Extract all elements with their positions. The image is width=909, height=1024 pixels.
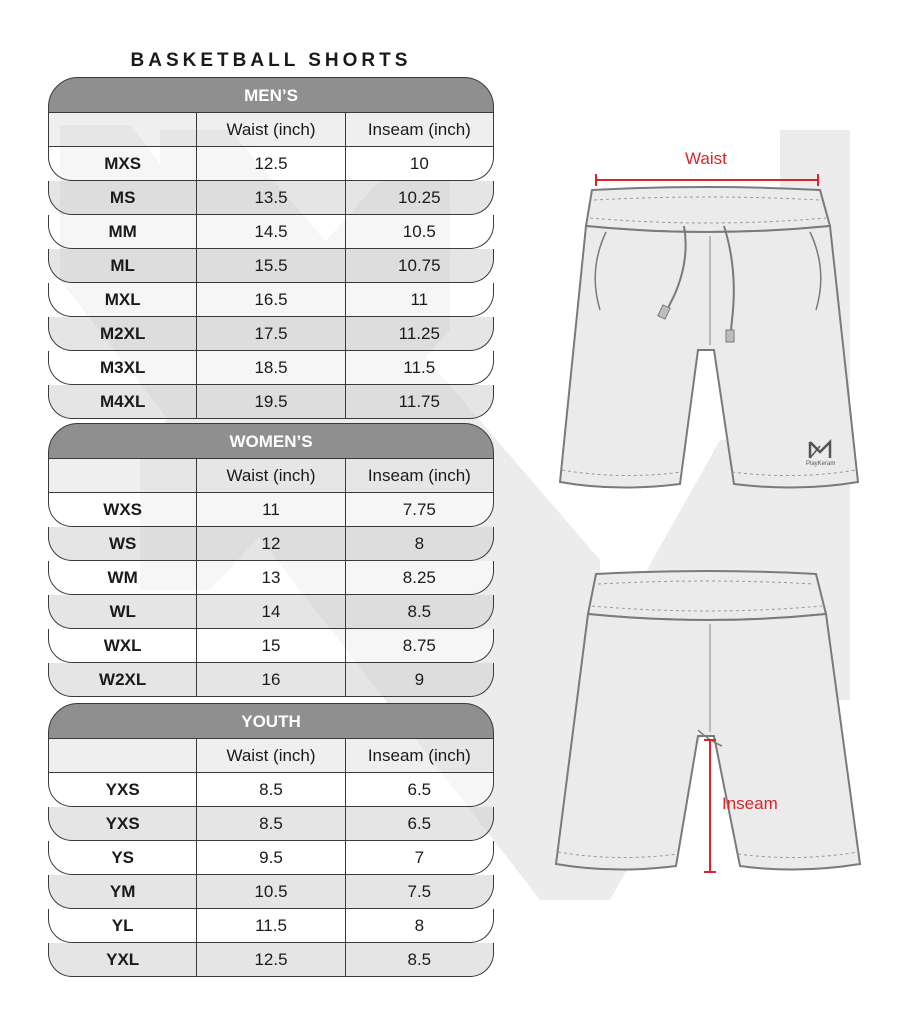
- inseam-cell: 10.25: [345, 181, 493, 214]
- inseam-cell: 8.5: [345, 943, 493, 976]
- inseam-column-header: Inseam (inch): [345, 113, 493, 146]
- inseam-cell: 11.5: [345, 351, 493, 384]
- shorts-front-illustration: [548, 140, 878, 510]
- size-cell: MM: [108, 221, 137, 241]
- youth-table-header: YOUTH: [48, 703, 494, 739]
- inseam-measure-line: [704, 740, 716, 872]
- inseam-cell: 8: [345, 909, 493, 942]
- inseam-cell: 8: [345, 527, 493, 560]
- waist-cell: 12.5: [196, 943, 344, 976]
- size-cell: YM: [109, 881, 136, 901]
- table-row: [48, 841, 494, 875]
- mens-table-header: MEN’S: [48, 77, 494, 113]
- table-row: [48, 527, 494, 561]
- womens-table-header: WOMEN’S: [48, 423, 494, 459]
- waist-cell: 18.5: [196, 351, 344, 384]
- size-cell: YXS: [105, 779, 140, 799]
- size-cell: YXS: [105, 813, 140, 833]
- size-cell: WXL: [103, 635, 142, 655]
- table-row: [48, 943, 494, 977]
- waist-measure-line: [596, 174, 818, 186]
- inseam-cell: 8.25: [345, 561, 493, 594]
- waist-column-header: Waist (inch): [196, 739, 344, 772]
- inseam-cell: 11: [345, 283, 493, 316]
- inseam-cell: 11.25: [345, 317, 493, 350]
- table-row: [48, 807, 494, 841]
- table-row: [48, 385, 494, 419]
- table-row: [48, 147, 494, 181]
- table-row: [48, 249, 494, 283]
- size-cell: M4XL: [99, 391, 146, 411]
- size-cell: ML: [110, 255, 135, 275]
- inseam-column-header: Inseam (inch): [345, 459, 493, 492]
- waist-cell: 14: [196, 595, 344, 628]
- table-row: [48, 909, 494, 943]
- table-row: [48, 181, 494, 215]
- inseam-column-header: Inseam (inch): [345, 739, 493, 772]
- shorts-back-illustration: [548, 568, 878, 938]
- size-cell: WXS: [103, 499, 143, 519]
- size-cell: WL: [109, 601, 136, 621]
- inseam-cell: 7: [345, 841, 493, 874]
- waist-cell: 19.5: [196, 385, 344, 418]
- inseam-measure-label: Inseam: [722, 794, 778, 813]
- size-column-header: [49, 113, 196, 146]
- inseam-cell: 6.5: [345, 773, 493, 806]
- size-cell: MS: [109, 187, 136, 207]
- size-cell: M2XL: [99, 323, 146, 343]
- size-cell: MXS: [104, 153, 142, 173]
- waist-cell: 15: [196, 629, 344, 662]
- table-row: [48, 317, 494, 351]
- inseam-cell: 6.5: [345, 807, 493, 840]
- womens-size-table: [48, 423, 494, 697]
- waist-cell: 8.5: [196, 807, 344, 840]
- waist-column-header: Waist (inch): [196, 459, 344, 492]
- table-row: [48, 351, 494, 385]
- table-row: [48, 595, 494, 629]
- youth-size-table: [48, 703, 494, 977]
- size-cell: MXL: [104, 289, 141, 309]
- inseam-cell: 7.75: [345, 493, 493, 526]
- inseam-cell: 9: [345, 663, 493, 696]
- table-row: [48, 875, 494, 909]
- table-row: [48, 663, 494, 697]
- brand-logo-text: PlayKeram: [806, 461, 836, 467]
- size-column-header: [49, 739, 196, 772]
- table-row: [48, 629, 494, 663]
- size-cell: WM: [107, 567, 138, 587]
- size-cell: W2XL: [99, 669, 147, 689]
- size-column-header: [49, 459, 196, 492]
- mens-size-table: [48, 77, 494, 419]
- waist-cell: 17.5: [196, 317, 344, 350]
- waist-cell: 12: [196, 527, 344, 560]
- size-cell: WS: [108, 533, 137, 553]
- inseam-cell: 11.75: [345, 385, 493, 418]
- waist-cell: 10.5: [196, 875, 344, 908]
- table-row: [48, 773, 494, 807]
- size-cell: YL: [111, 915, 134, 935]
- womens-column-headers: [48, 459, 494, 493]
- table-row: [48, 561, 494, 595]
- inseam-cell: 7.5: [345, 875, 493, 908]
- size-cell: YS: [111, 847, 134, 867]
- size-cell: YXL: [106, 949, 140, 969]
- waist-cell: 11.5: [196, 909, 344, 942]
- table-row: [48, 283, 494, 317]
- inseam-cell: 10: [345, 147, 493, 180]
- waist-cell: 13: [196, 561, 344, 594]
- waist-column-header: Waist (inch): [196, 113, 344, 146]
- page-title: BASKETBALL SHORTS: [130, 50, 412, 71]
- waist-cell: 8.5: [196, 773, 344, 806]
- waist-cell: 12.5: [196, 147, 344, 180]
- size-cell: M3XL: [99, 357, 146, 377]
- waist-cell: 14.5: [196, 215, 344, 248]
- inseam-cell: 10.75: [345, 249, 493, 282]
- youth-column-headers: [48, 739, 494, 773]
- waist-cell: 9.5: [196, 841, 344, 874]
- waist-cell: 16.5: [196, 283, 344, 316]
- table-row: [48, 215, 494, 249]
- waist-cell: 13.5: [196, 181, 344, 214]
- inseam-cell: 10.5: [345, 215, 493, 248]
- inseam-cell: 8.75: [345, 629, 493, 662]
- table-row: [48, 493, 494, 527]
- waist-cell: 15.5: [196, 249, 344, 282]
- waist-cell: 11: [196, 493, 344, 526]
- waist-measure-label: Waist: [685, 149, 727, 168]
- inseam-cell: 8.5: [345, 595, 493, 628]
- waist-cell: 16: [196, 663, 344, 696]
- mens-column-headers: [48, 113, 494, 147]
